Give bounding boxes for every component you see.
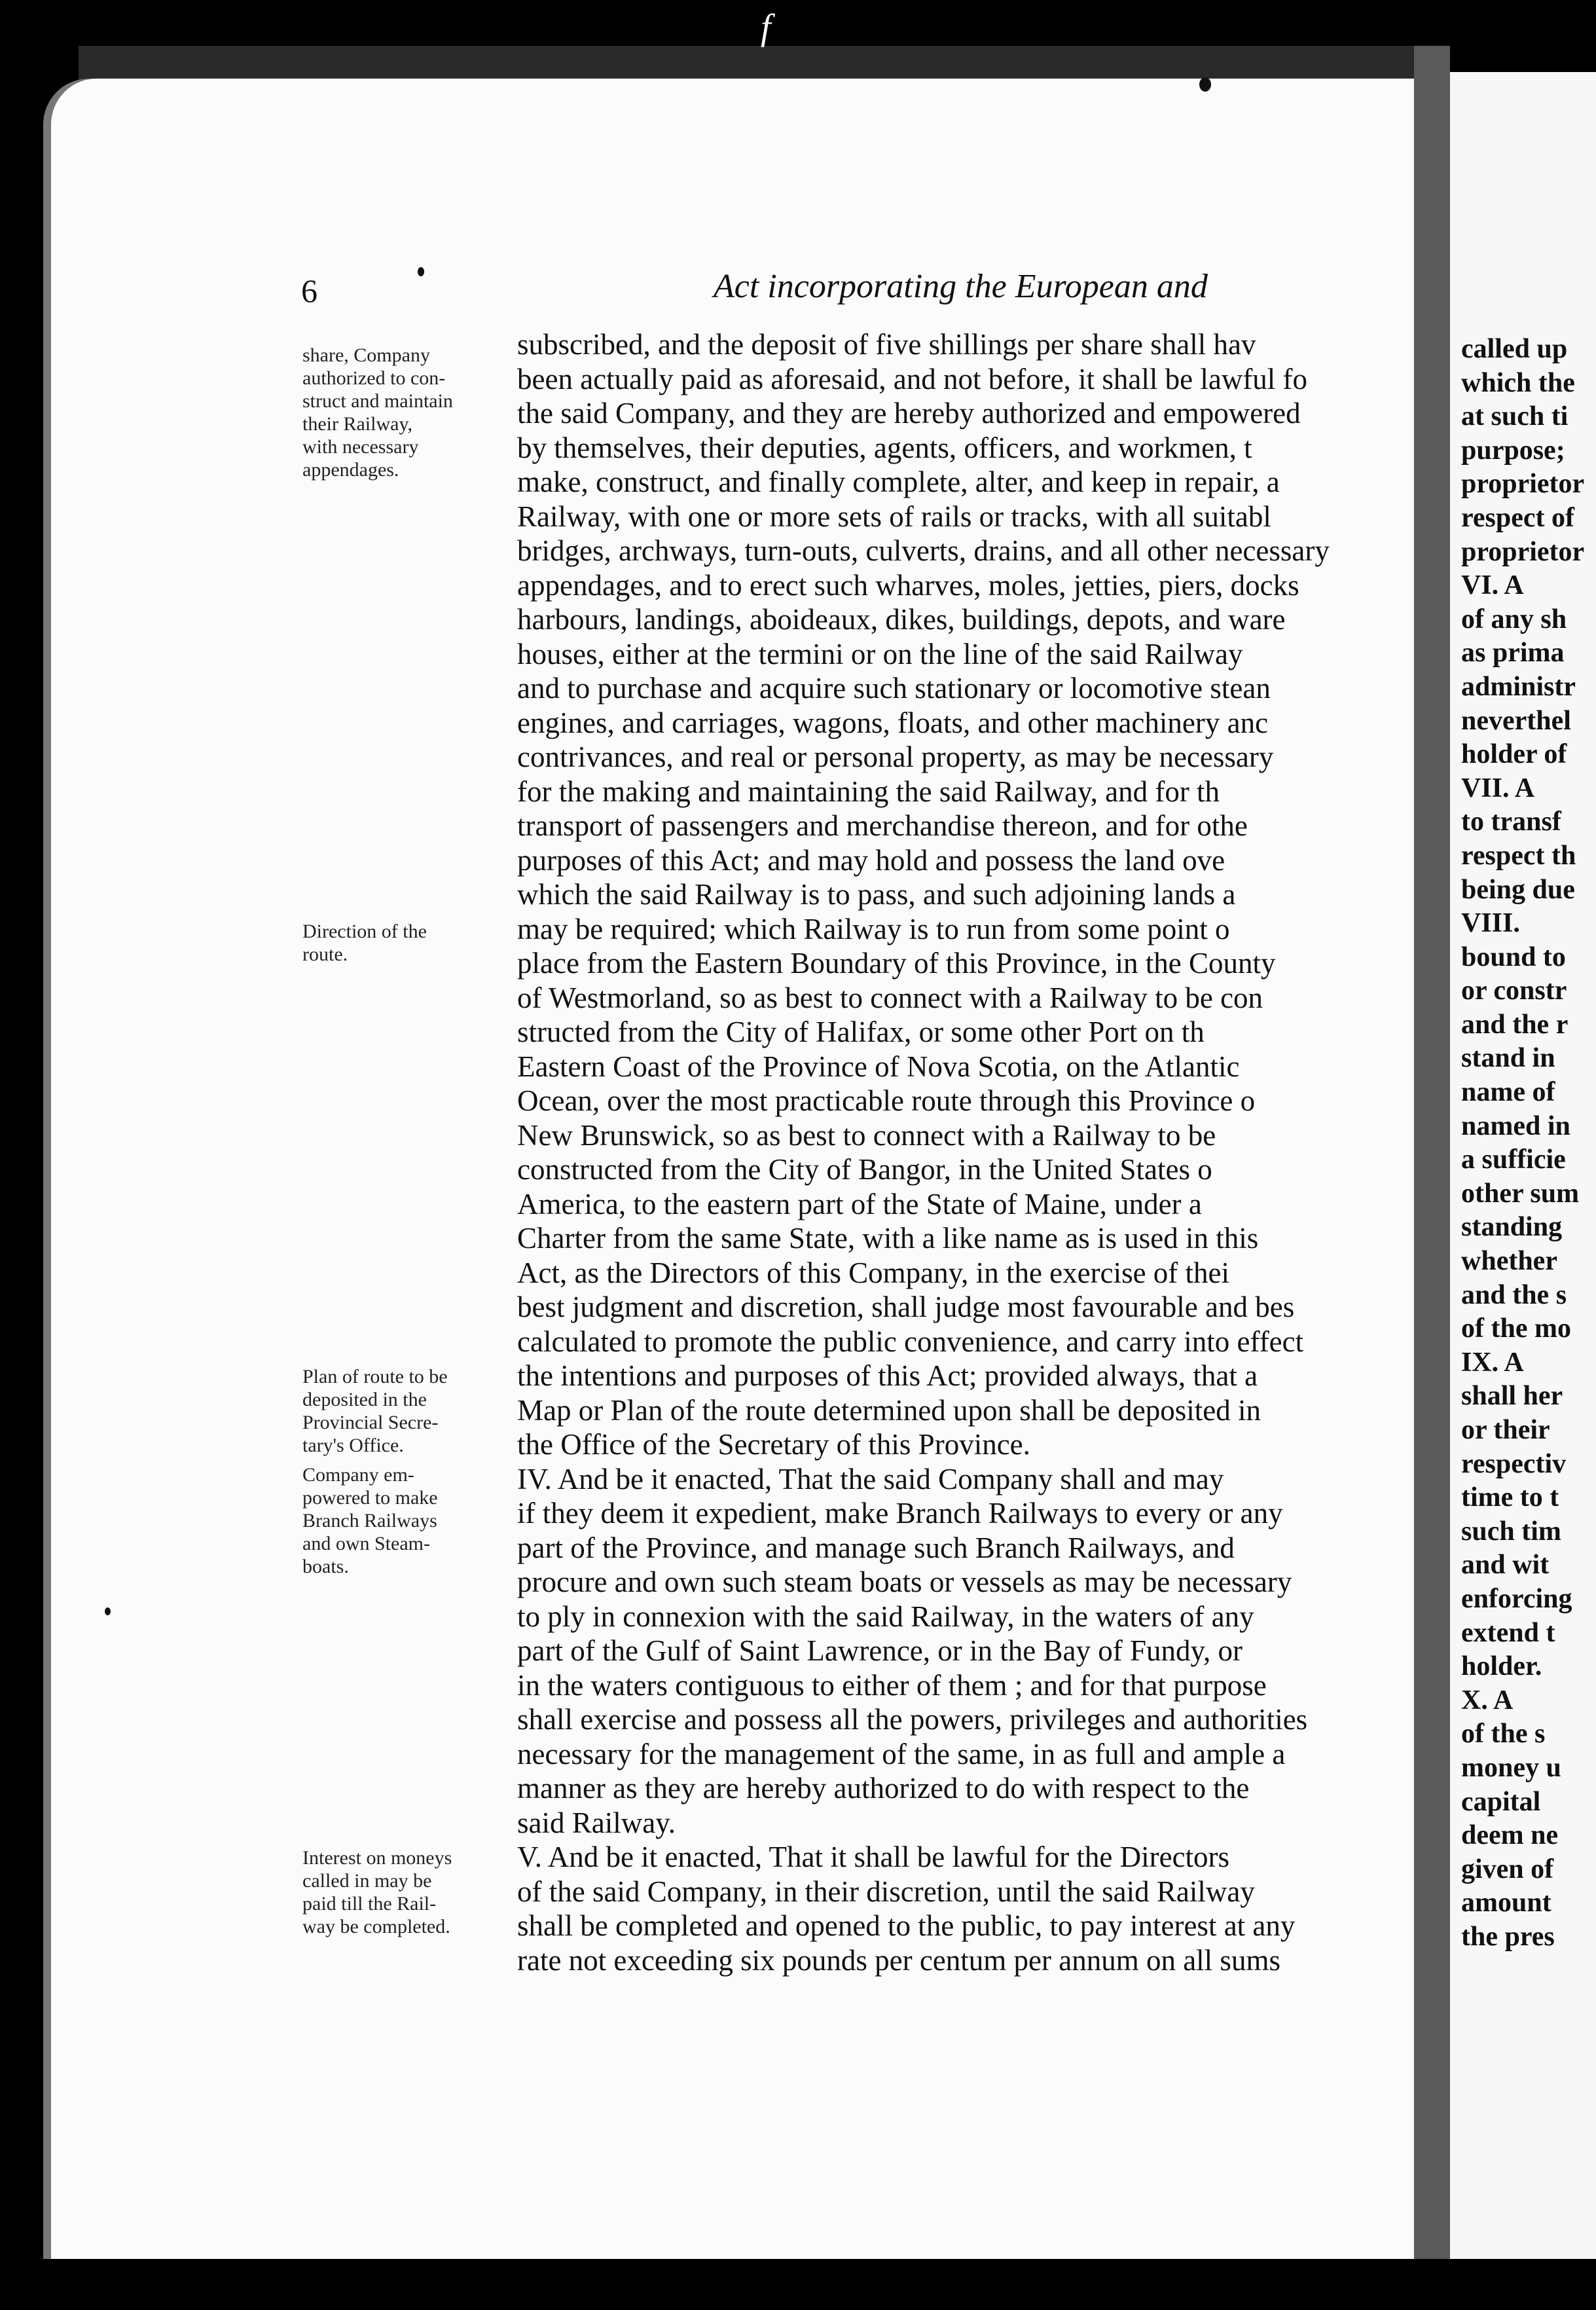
right-page-line: capital (1461, 1786, 1541, 1817)
margin-note-line: route. (302, 944, 348, 965)
right-page-line: being due (1461, 874, 1575, 905)
body-line: Railway, with one or more sets of rails or tracks, with all suitabl (517, 500, 1271, 533)
right-page-line: other sum (1461, 1178, 1580, 1209)
right-page-line: VII. A (1461, 773, 1535, 803)
right-page-line: holder of (1461, 739, 1567, 770)
right-page-text (1461, 333, 1596, 1954)
right-page-line: given of (1461, 1854, 1554, 1884)
right-page-line: such tim (1461, 1516, 1561, 1547)
body-line: place from the Eastern Boundary of this Province, in the County (517, 947, 1276, 980)
right-page-line: proprietor (1461, 536, 1585, 567)
body-line: Map or Plan of the route determined upon shall be deposited in (517, 1393, 1261, 1427)
body-line: purposes of this Act; and may hold and possess the land ove (517, 843, 1225, 877)
body-line: shall exercise and possess all the powers, privileges and authorities (517, 1703, 1308, 1736)
body-line: rate not exceeding six pounds per centum per annum on all sums (517, 1943, 1280, 1977)
right-page-line: whether (1461, 1246, 1557, 1277)
margin-note-line: deposited in the (302, 1389, 427, 1410)
right-page-line: at such ti (1461, 401, 1569, 432)
body-line: for the making and maintaining the said Railway, and for th (517, 775, 1220, 808)
body-line: V. And be it enacted, That it shall be lawful for the Directors (517, 1841, 1230, 1873)
body-line: the Office of the Secretary of this Province. (517, 1428, 1030, 1461)
right-page-line: extend t (1461, 1617, 1555, 1648)
margin-note-line: Interest on moneys (302, 1847, 452, 1869)
body-line: necessary for the management of the same, in as full and ample a (517, 1737, 1286, 1770)
body-line: the said Company, and they are hereby authorized and empowered (517, 397, 1301, 430)
right-page-line: holder. (1461, 1651, 1542, 1682)
margin-note-line: their Railway, (302, 413, 413, 435)
body-line: IV. And be it enacted, That the said Company shall and may (517, 1462, 1224, 1495)
body-line: structed from the City of Halifax, or some other Port on th (517, 1016, 1205, 1048)
margin-note-line: boats. (302, 1556, 349, 1577)
right-page-line: name of (1461, 1077, 1555, 1108)
body-line: if they deem it expedient, make Branch Railways to every or any (517, 1497, 1283, 1530)
right-page-line: and wit (1461, 1550, 1550, 1581)
margin-note-line: tary's Office. (302, 1435, 404, 1456)
margin-note-line: struct and maintain (302, 390, 453, 412)
body-line: Act, as the Directors of this Company, in the exercise of thei (517, 1256, 1230, 1289)
body-line: America, to the eastern part of the State of Maine, under a (517, 1187, 1202, 1220)
body-line: subscribed, and the deposit of five shillings per share shall hav (517, 328, 1256, 361)
body-line: of the said Company, in their discretion, until the said Railway (517, 1875, 1255, 1908)
margin-note-line: Company em- (302, 1464, 414, 1486)
right-page-line: or their (1461, 1415, 1550, 1445)
margin-note-line: authorized to con- (302, 367, 446, 389)
right-page-line: and the s (1461, 1279, 1567, 1310)
body-line: by themselves, their deputies, agents, officers, and workmen, t (517, 431, 1252, 464)
margin-note-company-authorized (302, 344, 512, 481)
body-line: part of the Province, and manage such Branch Railways, and (517, 1531, 1235, 1564)
margin-note-direction-of-route (302, 920, 512, 966)
body-line: Eastern Coast of the Province of Nova Scotia, on the Atlantic (517, 1050, 1240, 1083)
margin-note-line: called in may be (302, 1870, 432, 1892)
body-line: part of the Gulf of Saint Lawrence, or in the Bay of Fundy, or (517, 1634, 1243, 1667)
right-page-line: proprietor (1461, 469, 1585, 500)
right-page-line: and the r (1461, 1009, 1569, 1040)
right-page-line: a sufficie (1461, 1145, 1566, 1175)
running-title: Act incorporating the European and (714, 268, 1208, 305)
margin-note-line: Plan of route to be (302, 1366, 448, 1387)
right-page-line: as prima (1461, 638, 1565, 669)
body-line: in the waters contiguous to either of them ; and for that purpose (517, 1668, 1267, 1702)
right-page-line: of any sh (1461, 604, 1567, 634)
right-page-line: which the (1461, 367, 1575, 398)
right-page-line: called up (1461, 334, 1568, 364)
body-line: Charter from the same State, with a like name as is used in this (517, 1222, 1259, 1255)
body-text (517, 327, 1427, 1977)
right-page-line: VIII. (1461, 908, 1520, 939)
right-page-line: deem ne (1461, 1820, 1559, 1851)
body-line: constructed from the City of Bangor, in the United States o (517, 1153, 1212, 1186)
margin-note-line: share, Company (302, 344, 430, 366)
body-line: houses, either at the termini or on the line of the said Railway (517, 637, 1243, 670)
right-page-line: shall her (1461, 1381, 1563, 1412)
right-page-line: money u (1461, 1752, 1561, 1783)
margin-note-plan-of-route (302, 1365, 512, 1457)
margin-note-line: powered to make (302, 1487, 438, 1509)
body-line: appendages, and to erect such wharves, moles, jetties, piers, docks (517, 568, 1299, 602)
right-page-line: enforcing (1461, 1583, 1572, 1614)
margin-note-line: with necessary (302, 436, 419, 458)
right-page-line: or constr (1461, 976, 1567, 1006)
margin-note-line: Branch Railways (302, 1510, 437, 1531)
bottom-band (0, 2259, 1596, 2310)
body-line: harbours, landings, aboideaux, dikes, buildings, depots, and ware (517, 603, 1286, 636)
right-page-line: to transf (1461, 807, 1561, 837)
right-page-line: VI. A (1461, 570, 1524, 601)
margin-note-line: and own Steam- (302, 1533, 430, 1554)
body-line: to ply in connexion with the said Railway, in the waters of any (517, 1600, 1254, 1633)
body-line: procure and own such steam boats or vessels as may be necessary (517, 1566, 1292, 1598)
speck (105, 1607, 111, 1615)
right-page-line: amount (1461, 1888, 1551, 1918)
right-page-line: the pres (1461, 1921, 1555, 1952)
right-page-line: named in (1461, 1110, 1570, 1141)
right-page-line: time to t (1461, 1482, 1559, 1513)
speck (1199, 77, 1211, 92)
body-line: make, construct, and finally complete, alter, and keep in repair, a (517, 466, 1280, 498)
right-page-line: purpose; (1461, 435, 1565, 466)
margin-note-line: Direction of the (302, 921, 427, 942)
body-line: Ocean, over the most practicable route through this Province o (517, 1084, 1256, 1117)
body-line: said Railway. (517, 1806, 676, 1839)
body-line: of Westmorland, so as best to connect with a Railway to be con (517, 981, 1263, 1014)
margin-note-interest-on-moneys (302, 1846, 512, 1938)
body-line: which the said Railway is to pass, and such adjoining lands a (517, 878, 1236, 911)
body-line: engines, and carriages, wagons, floats, and other machinery anc (517, 706, 1269, 739)
body-line: shall be completed and opened to the public, to pay interest at any (517, 1909, 1296, 1942)
right-page-line: neverthel (1461, 705, 1571, 736)
body-line: bridges, archways, turn-outs, culverts, drains, and all other necessary (517, 534, 1330, 567)
body-line: been actually paid as aforesaid, and not before, it shall be lawful fo (517, 362, 1308, 395)
right-page-line: of the mo (1461, 1313, 1571, 1344)
top-mark: f (761, 7, 771, 48)
page-number: 6 (301, 272, 317, 309)
right-page-line: X. A (1461, 1685, 1514, 1715)
body-line: calculated to promote the public convenience, and carry into effect (517, 1325, 1304, 1358)
right-page-line: respectiv (1461, 1448, 1567, 1479)
margin-note-line: way be completed. (302, 1916, 450, 1937)
body-line: the intentions and purposes of this Act; provided always, that a (517, 1359, 1258, 1392)
body-line: best judgment and discretion, shall judge most favourable and bes (517, 1291, 1295, 1323)
body-line: and to purchase and acquire such stationary or locomotive stean (517, 672, 1271, 705)
right-page-line: respect of (1461, 502, 1574, 533)
body-line: transport of passengers and merchandise thereon, and for othe (517, 809, 1248, 842)
margin-note-line: Provincial Secre- (302, 1412, 439, 1433)
right-page-line: respect th (1461, 840, 1576, 871)
body-line: may be required; which Railway is to run from some point o (517, 912, 1230, 945)
right-page-line: stand in (1461, 1043, 1555, 1074)
margin-note-line: paid till the Rail- (302, 1893, 437, 1915)
right-page-line: of the s (1461, 1719, 1546, 1750)
right-page-line: standing (1461, 1212, 1563, 1243)
speck (418, 267, 424, 276)
margin-note-line: appendages. (302, 459, 399, 481)
right-page-line: bound to (1461, 942, 1566, 972)
body-line: manner as they are hereby authorized to do with respect to the (517, 1772, 1250, 1805)
right-page-line: IX. A (1461, 1347, 1524, 1378)
margin-note-branch-railways (302, 1463, 512, 1578)
body-line: New Brunswick, so as best to connect with a Railway to be (517, 1118, 1216, 1152)
right-page-line: administr (1461, 671, 1576, 702)
body-line: contrivances, and real or personal property, as may be necessary (517, 741, 1274, 773)
